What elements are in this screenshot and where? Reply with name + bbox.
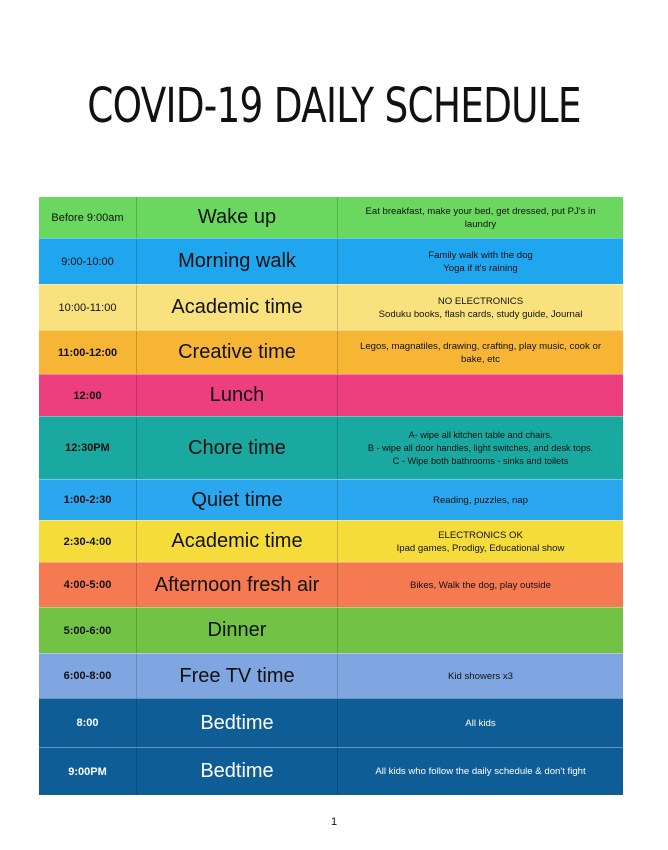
activity-cell: Dinner [137, 608, 338, 653]
schedule-row [39, 747, 623, 795]
activity-cell: Bedtime [137, 748, 338, 795]
activity-cell: Wake up [137, 197, 338, 238]
activity-cell: Academic time [137, 285, 338, 330]
time-cell: 8:00 [39, 699, 137, 747]
schedule-row [39, 607, 623, 653]
time-cell: 12:30PM [39, 417, 137, 479]
time-cell: 9:00-10:00 [39, 239, 137, 284]
time-cell: 9:00PM [39, 748, 137, 795]
activity-cell: Free TV time [137, 654, 338, 698]
note-cell: All kids [465, 717, 496, 729]
page-number: 1 [330, 816, 338, 828]
time-cell: Before 9:00am [39, 197, 137, 238]
note-cell [338, 608, 623, 653]
activity-cell: Bedtime [137, 699, 338, 747]
activity-cell: Lunch [137, 375, 338, 416]
schedule-row [39, 698, 623, 747]
activity-cell: Afternoon fresh air [137, 563, 338, 607]
schedule-row [39, 520, 623, 562]
note-cell: All kids who follow the daily schedule & don't fight [375, 766, 586, 777]
note-cell: NO ELECTRONICS Soduku books, flash cards, study guide, Journal [378, 295, 583, 320]
time-cell: 2:30-4:00 [39, 521, 137, 562]
time-cell: 10:00-11:00 [39, 285, 137, 330]
note-cell: Eat breakfast, make your bed, get dressed, put PJ's in laundry [365, 205, 596, 230]
schedule-row [39, 197, 623, 238]
schedule-row [39, 416, 623, 479]
schedule-row [39, 653, 623, 698]
note-cell: A- wipe all kitchen table and chairs. B - wipe all door handles, light switches, and desk tops. C - Wipe both bathrooms - sinks and toilets [367, 429, 594, 466]
schedule-row [39, 284, 623, 330]
time-cell: 1:00-2:30 [39, 480, 137, 520]
activity-cell: Creative time [137, 331, 338, 374]
note-cell: Kid showers x3 [447, 670, 514, 682]
note-cell: ELECTRONICS OK Ipad games, Prodigy, Educational show [396, 529, 565, 554]
activity-cell: Chore time [137, 417, 338, 479]
note-cell: Family walk with the dog Yoga if it's raining [428, 249, 533, 274]
note-cell: Bikes, Walk the dog, play outside [410, 579, 551, 591]
page-title: COVID-19 DAILY SCHEDULE [87, 78, 581, 134]
schedule-table [39, 197, 623, 795]
schedule-row [39, 562, 623, 607]
time-cell: 12:00 [39, 375, 137, 416]
activity-cell: Quiet time [137, 480, 338, 520]
schedule-row [39, 479, 623, 520]
time-cell: 5:00-6:00 [39, 608, 137, 653]
time-cell: 4:00-5:00 [39, 563, 137, 607]
schedule-row [39, 330, 623, 374]
time-cell: 6:00-8:00 [39, 654, 137, 698]
note-cell: Reading, puzzles, nap [433, 494, 528, 506]
note-cell [338, 375, 623, 416]
activity-cell: Morning walk [137, 239, 338, 284]
schedule-row [39, 238, 623, 284]
schedule-row [39, 374, 623, 416]
time-cell: 11:00-12:00 [39, 331, 137, 374]
activity-cell: Academic time [137, 521, 338, 562]
note-cell: Legos, magnatiles, drawing, crafting, play music, cook or bake, etc [359, 340, 602, 365]
